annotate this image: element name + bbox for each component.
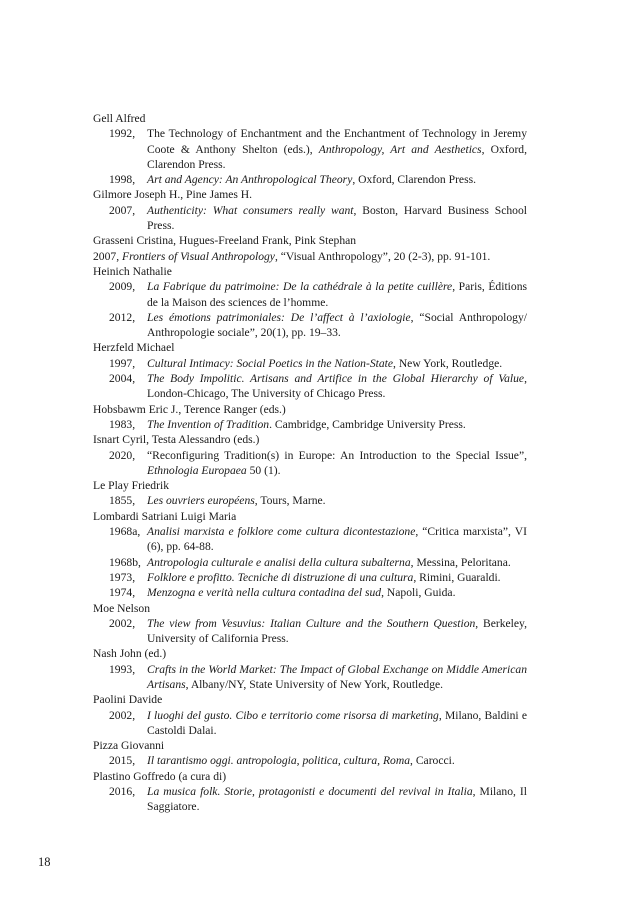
author-name: Gilmore Joseph H., Pine James H. [93,188,253,202]
bibliography-entry [93,172,527,187]
bibliography-entry [93,493,527,508]
entry-title: La musica folk. Storie, protagonisti e documenti del revival in Italia [147,785,473,799]
bibliography-entry [93,356,527,371]
entry-detail: . Cambridge, Cambridge University Press. [269,417,466,431]
entry-detail: , “Visual Anthropology”, 20 (2-3), pp. 91-101. [274,249,491,263]
entry-text [147,172,527,187]
entry-detail: , Milano, Il Saggiatore. [147,785,527,814]
entry-year [93,753,147,768]
entry-year-label: 1993, [109,662,136,676]
bibliography-entry [93,585,527,600]
bibliography-entry [93,570,527,585]
author-block [93,402,527,433]
entry-year [93,708,147,723]
entry-year-label: 2002, [109,616,136,630]
entry-year [93,570,147,585]
entry-text [147,753,527,768]
bibliography-entry [93,555,527,570]
author-name: Plastino Goffredo (a cura di) [93,769,227,783]
entry-year [93,417,147,432]
entry-title: Analisi marxista e folklore come cultura dicontestazione [147,525,416,539]
entry-year-label: 2002, [109,708,136,722]
entry-year-label: 2004, [109,372,136,386]
entry-title: Les émotions patrimoniales: De l’affect à l’axiologie [147,310,411,324]
entry-title: Cultural Intimacy: Social Poetics in the Nation-State [147,356,394,370]
author-block [93,340,527,401]
author-name: Hobsbawm Eric J., Terence Ranger (eds.) [93,402,286,416]
author-name: Lombardi Satriani Luigi Maria [93,509,237,523]
entry-text [147,585,527,600]
entry-title: Authenticity: What consumers really want [147,203,354,217]
entry-year-label: 2016, [109,785,136,799]
entry-text [147,203,527,234]
entry-year-label: 1974, [109,586,136,600]
entry-title: Art and Agency: An Anthropological Theory [147,173,353,187]
entry-year [93,493,147,508]
entry-text [147,555,527,570]
bibliography-entry [93,448,527,479]
entry-title: The view from Vesuvius: Italian Culture and the Southern Question [147,616,476,630]
entry-text [147,524,527,555]
entry-year [93,371,147,386]
entry-year-label: 1997, [109,356,136,370]
page-number: 18 [38,855,51,869]
entry-detail: , London-Chicago, The University of Chicago Press. [147,372,527,401]
entry-title: Crafts in the World Market: The Impact of Global Exchange on Middle American Artisans [147,662,527,691]
entry-title: La Fabrique du patrimoine: De la cathédrale à la petite cuillère [147,280,453,294]
entry-year-label: 1968a, [109,525,141,539]
author-block [93,264,527,340]
entry-title: The Body Impolitic. Artisans and Artifice in the Global Hierarchy of Value [147,372,525,386]
author-name: Moe Nelson [93,601,150,615]
bibliography-entry [93,662,527,693]
entry-detail: , Boston, Harvard Business School Press. [147,203,527,233]
entry-year-label: 1855, [109,494,136,508]
bibliography-entry [93,753,527,768]
entry-text [147,448,527,479]
author-block [93,432,527,478]
author-block [93,646,527,692]
entry-year [93,203,147,218]
entry-year [93,126,147,141]
entry-year-label: 1968b, [109,555,141,569]
entry-title: Anthropology, Art and Aesthetics [318,142,482,156]
entry-title: Il tarantismo oggi. antropologia, politica, cultura, Roma [147,754,411,768]
entry-year-label: 2007, [109,203,136,217]
bibliography-entry [93,417,527,432]
bibliography-list [93,111,527,815]
entry-title: Les ouvriers européens [147,494,255,508]
entry-title: Folklore e profitto. Tecniche di distruzione di una cultura [147,570,414,584]
author-block [93,111,527,187]
author-block [93,769,527,815]
entry-year [93,279,147,294]
entry-detail: , Oxford, Clarendon Press. [147,142,528,171]
entry-detail: , Rimini, Guaraldi. [413,570,501,584]
entry-year-label: 1973, [109,570,136,584]
entry-detail: , Napoli, Guida. [381,586,456,600]
author-name: Pizza Giovanni [93,739,165,753]
entry-year [93,585,147,600]
entry-year-label: 2020, [109,448,136,462]
entry-text [147,662,527,693]
entry-detail: , Milano, Baldini e Castoldi Dalai. [147,708,527,737]
author-name: Nash John (ed.) [93,647,167,661]
author-block [93,478,527,509]
bibliography-entry [93,126,527,172]
author-block [93,692,527,738]
entry-text [147,708,527,739]
entry-year [93,356,147,371]
entry-title: Menzogna e verità nella cultura contadina del sud [147,586,382,600]
bibliography-entry [93,279,527,310]
entry-text [147,310,527,341]
entry-title: I luoghi del gusto. Cibo e territorio come risorsa di marketing [147,708,439,722]
entry-detail: , New York, Routledge. [393,356,503,370]
entry-detail: , Tours, Marne. [254,494,326,508]
author-block [93,509,527,601]
entry-detail: , Berkeley, University of California Press. [147,616,527,646]
bibliography-entry [93,616,527,647]
author-name: Heinich Nathalie [93,264,172,278]
bibliography-entry [93,310,527,341]
bibliography-entry [93,249,527,264]
entry-detail: 50 (1). [246,463,281,477]
entry-title: The Invention of Tradition [147,417,270,431]
entry-year [93,172,147,187]
entry-text [147,493,527,508]
entry-text [147,356,527,371]
entry-detail: “Reconfiguring Tradition(s) in Europe: An Introduction to the Special Issue”, [147,448,527,462]
entry-year [93,555,147,570]
entry-year-label: 2009, [109,280,136,294]
entry-detail: , Albany/NY, State University of New York, Routledge. [185,677,444,691]
entry-text [147,616,527,647]
author-name: Isnart Cyril, Testa Alessandro (eds.) [93,433,260,447]
author-block [93,233,527,264]
author-name: Le Play Friedrik [93,479,169,493]
entry-year-label: 2015, [109,754,136,768]
bibliography-entry [93,203,527,234]
entry-year [93,662,147,677]
entry-detail: , “Social Anthropology/ Anthropologie sociale”, 20(1), pp. 19–33. [147,310,527,340]
entry-year [93,524,147,539]
entry-text [147,570,527,585]
entry-title: Frontiers of Visual Anthropology [121,249,275,263]
entry-text [147,371,527,402]
entry-year [93,448,147,463]
entry-text [147,279,527,310]
entry-year [93,784,147,799]
entry-title: Antropologia culturale e analisi della cultura subalterna [147,555,411,569]
entry-year-label: 1983, [109,417,136,431]
entry-detail: , “Critica marxista”, VI (6), pp. 64-88. [147,525,527,554]
entry-detail: , Messina, Peloritana. [410,555,511,569]
entry-detail: , Carocci. [410,754,455,768]
bibliography-entry [93,524,527,555]
entry-detail: , Paris, Éditions de la Maison des sciences de l’homme. [147,280,527,309]
author-name: Paolini Davide [93,693,163,707]
entry-detail: 2007, [93,249,122,263]
entry-text [147,126,527,172]
author-block [93,738,527,769]
entry-text [93,249,527,264]
entry-year-label: 1998, [109,173,136,187]
author-name: Grasseni Cristina, Hugues-Freeland Frank, Pink Stephan [93,234,357,248]
entry-year-label: 2012, [109,310,136,324]
entry-text [147,784,527,815]
author-block [93,601,527,647]
entry-year [93,616,147,631]
entry-title: Ethnologia Europaea [147,463,247,477]
entry-year [93,310,147,325]
entry-detail: The Technology of Enchantment and the Enchantment of Technology in Jeremy Coote & Anthony Shelton (eds.), [147,127,527,156]
bibliography-entry [93,784,527,815]
author-name: Herzfeld Michael [93,341,175,355]
author-name: Gell Alfred [93,112,146,125]
bibliography-entry [93,708,527,739]
entry-year-label: 1992, [109,127,136,141]
author-block [93,187,527,233]
entry-text [147,417,527,432]
bibliography-entry [93,371,527,402]
entry-detail: , Oxford, Clarendon Press. [352,173,476,187]
